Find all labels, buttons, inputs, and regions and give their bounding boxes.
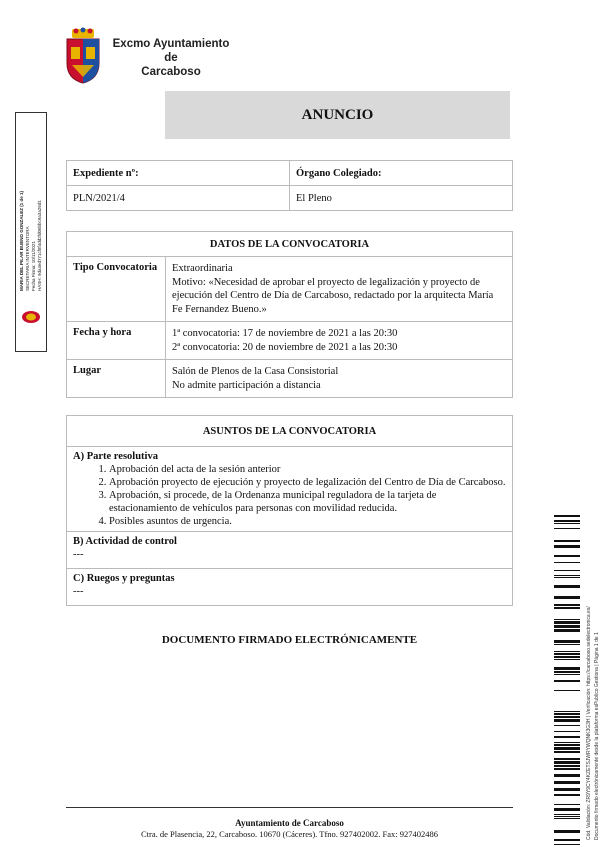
table-row <box>67 360 513 398</box>
verification-platform: Documento firmado electrónicamente desde la plataforma esPublico Gestiona | Página 1 de 1 <box>594 632 600 840</box>
control-title: B) Actividad de control <box>73 536 177 547</box>
parte-resolutiva-title: A) Parte resolutiva <box>73 451 158 462</box>
fecha-cell <box>166 322 513 360</box>
fecha-label: Fecha y hora <box>67 322 166 360</box>
fecha-segunda: 2ª convocatoria: 20 de noviembre de 2021 a las 20:30 <box>172 341 398 353</box>
signed-notice: DOCUMENTO FIRMADO ELECTRÓNICAMENTE <box>161 634 418 646</box>
signer-name: MARIA DEL PILAR BUENO GONZALEZ (1 de 1) <box>19 190 24 291</box>
lugar-label: Lugar <box>67 360 166 398</box>
verification-code: Cód. Validación: ZR9Y9CY4KZETSJWRYWQNK3G3H | Verificación: https://carcaboso.sedelectronica.es/ <box>586 606 592 840</box>
tipo-label: Tipo Convocatoria <box>67 257 166 322</box>
table-row <box>67 416 513 447</box>
list-item: 1. Aprobación del acta de la sesión anterior <box>109 463 506 476</box>
document-title-text: ANUNCIO <box>301 106 374 123</box>
organo-label: Órgano Colegiado: <box>290 161 513 186</box>
asuntos-list <box>73 463 506 528</box>
footer-org: Ayuntamiento de Carcaboso <box>235 818 344 828</box>
footer <box>66 818 513 840</box>
parte-resolutiva-cell <box>67 447 513 532</box>
table-row <box>67 322 513 360</box>
signature-hash: HASH: 9da4ed771cf8f4dd2fd06bbc9a3a26d1 <box>37 200 42 291</box>
footer-divider <box>66 807 513 808</box>
lugar-cell <box>166 360 513 398</box>
asuntos-header: ASUNTOS DE LA CONVOCATORIA <box>67 416 513 447</box>
barcode-icon <box>554 515 580 845</box>
footer-address: Ctra. de Plasencia, 22, Carcaboso. 10670 (Cáceres). Tfno. 927402002. Fax: 927402486 <box>140 829 439 839</box>
datos-header: DATOS DE LA CONVOCATORIA <box>67 232 513 257</box>
org-name-line3: Carcaboso <box>141 66 201 78</box>
control-value: --- <box>73 549 84 560</box>
small-seal-icon <box>21 309 41 325</box>
table-row <box>67 161 513 186</box>
signer-role: SECRETARIA INTERVENTORA <box>25 226 30 291</box>
list-item: 2. Aprobación proyecto de ejecución y proyecto de legalización del Centro de Día de Carcaboso. <box>109 476 506 489</box>
ruegos-title: C) Ruegos y preguntas <box>73 573 175 584</box>
fecha-primera: 1ª convocatoria: 17 de noviembre de 2021 a las 20:30 <box>172 328 398 339</box>
document-title <box>165 91 510 139</box>
tipo-cell <box>166 257 513 322</box>
ruegos-cell <box>67 569 513 606</box>
expediente-label: Expediente nº: <box>67 161 290 186</box>
table-row <box>67 232 513 257</box>
signature-stamp <box>15 112 47 352</box>
asuntos-table <box>66 415 513 606</box>
control-cell <box>67 532 513 569</box>
table-row <box>67 257 513 322</box>
list-item: 3. Aprobación, si procede, de la Ordenanza municipal reguladora de la tarjeta de estacionamiento de vehículos para personas con movilidad reducida. <box>109 489 506 515</box>
datos-table <box>66 231 513 398</box>
organo-value: El Pleno <box>290 186 513 211</box>
signature-date: Fecha Firma: 10/11/2021 <box>31 241 36 291</box>
ruegos-value: --- <box>73 586 84 597</box>
table-row <box>67 447 513 532</box>
table-row <box>67 186 513 211</box>
tipo-value: Extraordinaria <box>172 263 233 274</box>
org-name-line1: Excmo Ayuntamiento <box>112 38 230 50</box>
lugar-note: No admite participación a distancia <box>172 379 321 391</box>
expediente-value: PLN/2021/4 <box>67 186 290 211</box>
coat-of-arms-logo <box>64 27 102 85</box>
motivo-text: Motivo: «Necesidad de aprobar el proyecto de legalización y proyecto de ejecución del Centro de Día de Carcaboso, redactado por la arquitecta María Fe Fernandez Bueno.» <box>172 276 494 315</box>
lugar-value: Salón de Plenos de la Casa Consistorial <box>172 366 339 377</box>
org-name <box>106 37 236 79</box>
org-name-line2: de <box>164 52 178 64</box>
table-row <box>67 569 513 606</box>
expediente-table <box>66 160 513 211</box>
table-row <box>67 532 513 569</box>
list-item: 4. Posibles asuntos de urgencia. <box>109 515 506 528</box>
